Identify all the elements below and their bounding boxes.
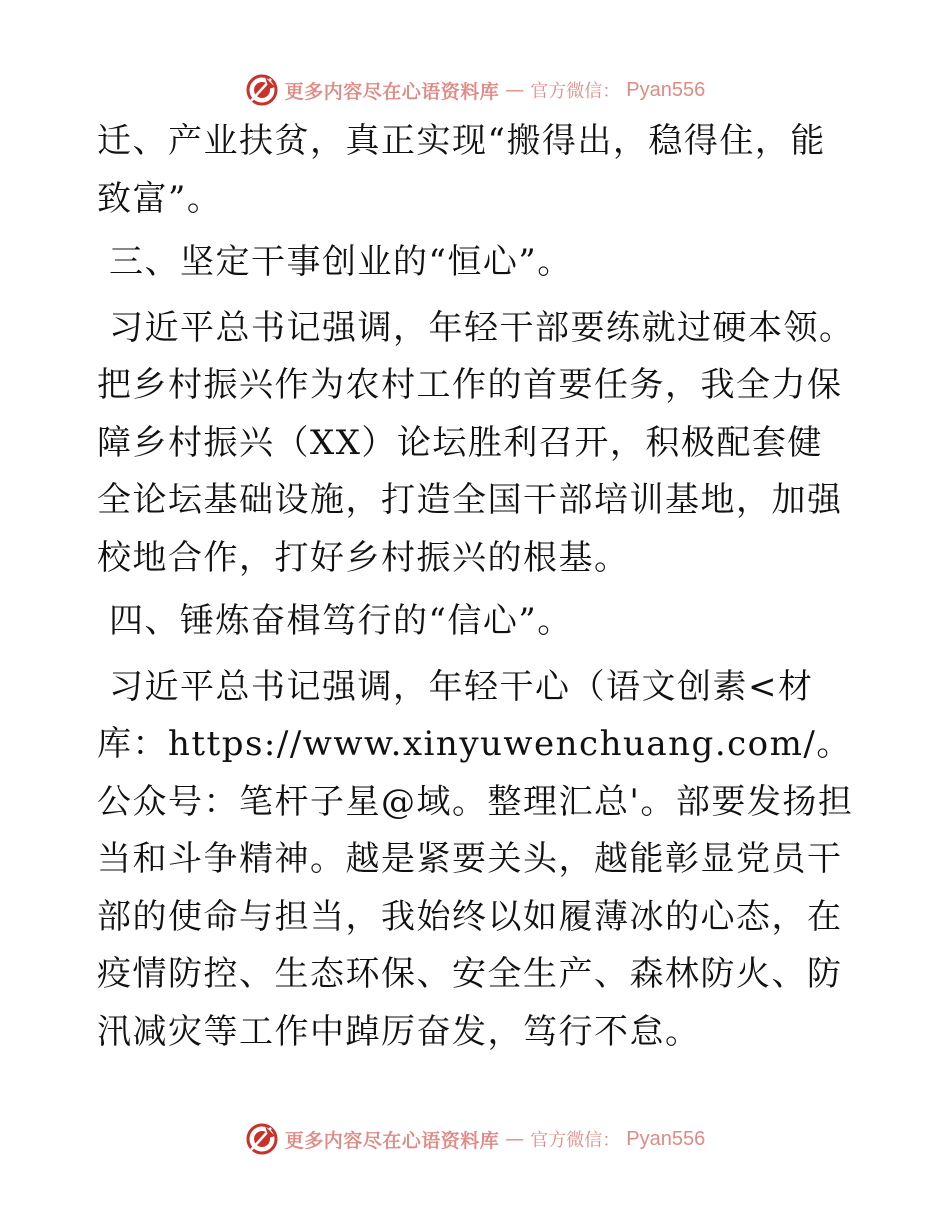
banner-wechat-id: Pyan556: [626, 78, 706, 101]
banner-wechat-label: 官方微信：: [530, 1130, 621, 1151]
banner-title: 更多内容尽在心语资料库: [284, 80, 500, 103]
banner-dash: —: [505, 79, 525, 101]
section-heading-3: 三、坚定干事创业的“恒心”。: [109, 242, 573, 282]
banner-wechat-label: 官方微信：: [530, 81, 621, 102]
banner-wechat-id: Pyan556: [626, 1127, 706, 1150]
document-body: [97, 113, 857, 1061]
banner-dash: —: [505, 1128, 525, 1150]
footer-banner: [0, 1119, 950, 1159]
paragraph-4: 习近平总书记强调，年轻干心（语文创素<材库：https://www.xinyuwenchuang.com/。公众号：笔杆子星@域。整理汇总'。部要发扬担当和斗争精神。越是紧要关头，越能彰显党员干部的使命与担当，我始终以如履薄冰的心态，在疫情防控、生态环保、安全生产、森林防火、防汛减灾等工作中踔厉奋发，笃行不怠。: [97, 666, 854, 1052]
header-banner: [0, 70, 950, 110]
brand-logo-icon: [245, 1122, 279, 1156]
brand-logo-icon: [245, 73, 279, 107]
paragraph-1: 迁、产业扶贫，真正实现“搬得出，稳得住，能致富”。: [97, 121, 826, 219]
paragraph-3: 习近平总书记强调，年轻干部要练就过硬本领。把乡村振兴作为农村工作的首要任务，我全力保障乡村振兴（XX）论坛胜利召开，积极配套健全论坛基础设施，打造全国干部培训基地，加强校地合作，打好乡村振兴的根基。: [97, 307, 855, 578]
banner-title: 更多内容尽在心语资料库: [284, 1129, 500, 1152]
section-heading-4: 四、锤炼奋楫笃行的“信心”。: [109, 601, 573, 641]
